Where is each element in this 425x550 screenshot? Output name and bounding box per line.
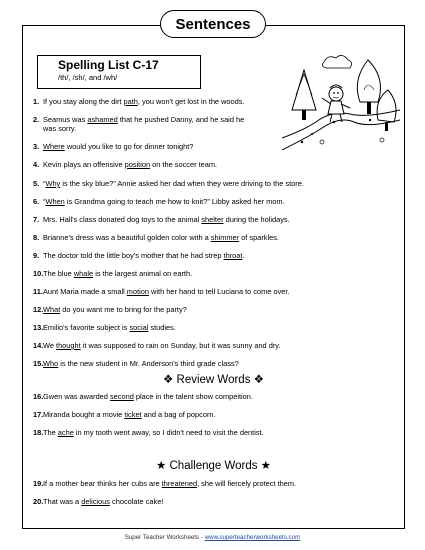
- spelling-word: whale: [73, 269, 94, 278]
- spelling-word: shelter: [201, 215, 224, 224]
- spelling-word: When: [45, 197, 65, 206]
- spelling-word: ticket: [124, 410, 142, 419]
- sentence-8: 8. Brianne's dress was a beautiful golden color with a shimmer of sparkles.: [33, 233, 279, 242]
- spelling-word: thought: [56, 341, 81, 350]
- spelling-word: What: [43, 305, 61, 314]
- sentence-9: 9. The doctor told the little boy's mother that he had strep throat.: [33, 251, 245, 260]
- spelling-list-box: [37, 55, 201, 89]
- spelling-word: path: [123, 97, 138, 106]
- spelling-word: ache: [57, 428, 74, 437]
- footer-link[interactable]: www.superteacherworksheets.com: [204, 534, 301, 541]
- spelling-word: second: [109, 392, 134, 401]
- sentence-18: 18.The ache in my tooth went away, so I didn't need to visit the dentist.: [33, 428, 264, 437]
- sentence-16: 16.Gwen was awarded second place in the talent show compeition.: [33, 392, 253, 401]
- sentence-5: 5. “Why is the sky blue?” Annie asked her dad when they were driving to the store.: [33, 179, 304, 188]
- spelling-word: shimmer: [210, 233, 240, 242]
- spelling-word: Who: [43, 359, 59, 368]
- spelling-list-title: Spelling List C-17: [58, 58, 159, 72]
- footer-text: Super Teacher Worksheets -: [124, 534, 205, 541]
- spelling-word: motion: [126, 287, 149, 296]
- sentence-11: 11.Aunt Maria made a small motion with her hand to tell Luciana to come over.: [33, 287, 290, 296]
- sentence-14: 14.We thought it was supposed to rain on Sunday, but it was sunny and dry.: [33, 341, 281, 350]
- spelling-word: position: [124, 160, 151, 169]
- review-words-heading: ❖ Review Words ❖: [163, 374, 264, 386]
- sentence-3: 3. Where would you like to go for dinner tonight?: [33, 142, 194, 151]
- spelling-word: Where: [43, 142, 65, 151]
- spelling-word: Why: [45, 179, 61, 188]
- sentence-12: 12.What do you want me to bring for the party?: [33, 305, 187, 314]
- page-title: Sentences: [160, 10, 266, 38]
- spelling-word: social: [129, 323, 149, 332]
- spelling-word: delicious: [81, 497, 110, 506]
- sentence-17: 17.Miranda bought a movie ticket and a bag of popcorn.: [33, 410, 216, 419]
- sentence-6: 6. “When is Grandma going to teach me how to knit?” Libby asked her mom.: [33, 197, 285, 206]
- spelling-word: threatened: [161, 479, 198, 488]
- sentence-10: 10.The blue whale is the largest animal on earth.: [33, 269, 193, 278]
- sentence-13: 13.Emilio's favorite subject is social studies.: [33, 323, 176, 332]
- sentence-1: 1. If you stay along the dirt path, you won't get lost in the woods.: [33, 97, 245, 106]
- sentence-2: 2. Seamus was ashamed that he pushed Danny, and he said he was sorry.: [33, 115, 245, 133]
- sentence-7: 7. Mrs. Hall's class donated dog toys to the animal shelter during the holidays.: [33, 215, 290, 224]
- sentence-20: 20.That was a delicious chocolate cake!: [33, 497, 164, 506]
- sentence-15: 15.Who is the new student in Mr. Anderson's third grade class?: [33, 359, 239, 368]
- spelling-list-sounds: /th/, /sh/, and /wh/: [58, 73, 118, 82]
- challenge-words-heading: ★ Challenge Words ★: [155, 460, 271, 472]
- spelling-word: ashamed: [87, 115, 118, 124]
- spelling-word: throat: [223, 251, 243, 260]
- footer: [0, 534, 425, 541]
- sentence-4: 4. Kevin plays an offensive position on the soccer team.: [33, 160, 218, 169]
- sentence-19: 19.If a mother bear thinks her cubs are threatened, she will fiercely protect them.: [33, 479, 297, 488]
